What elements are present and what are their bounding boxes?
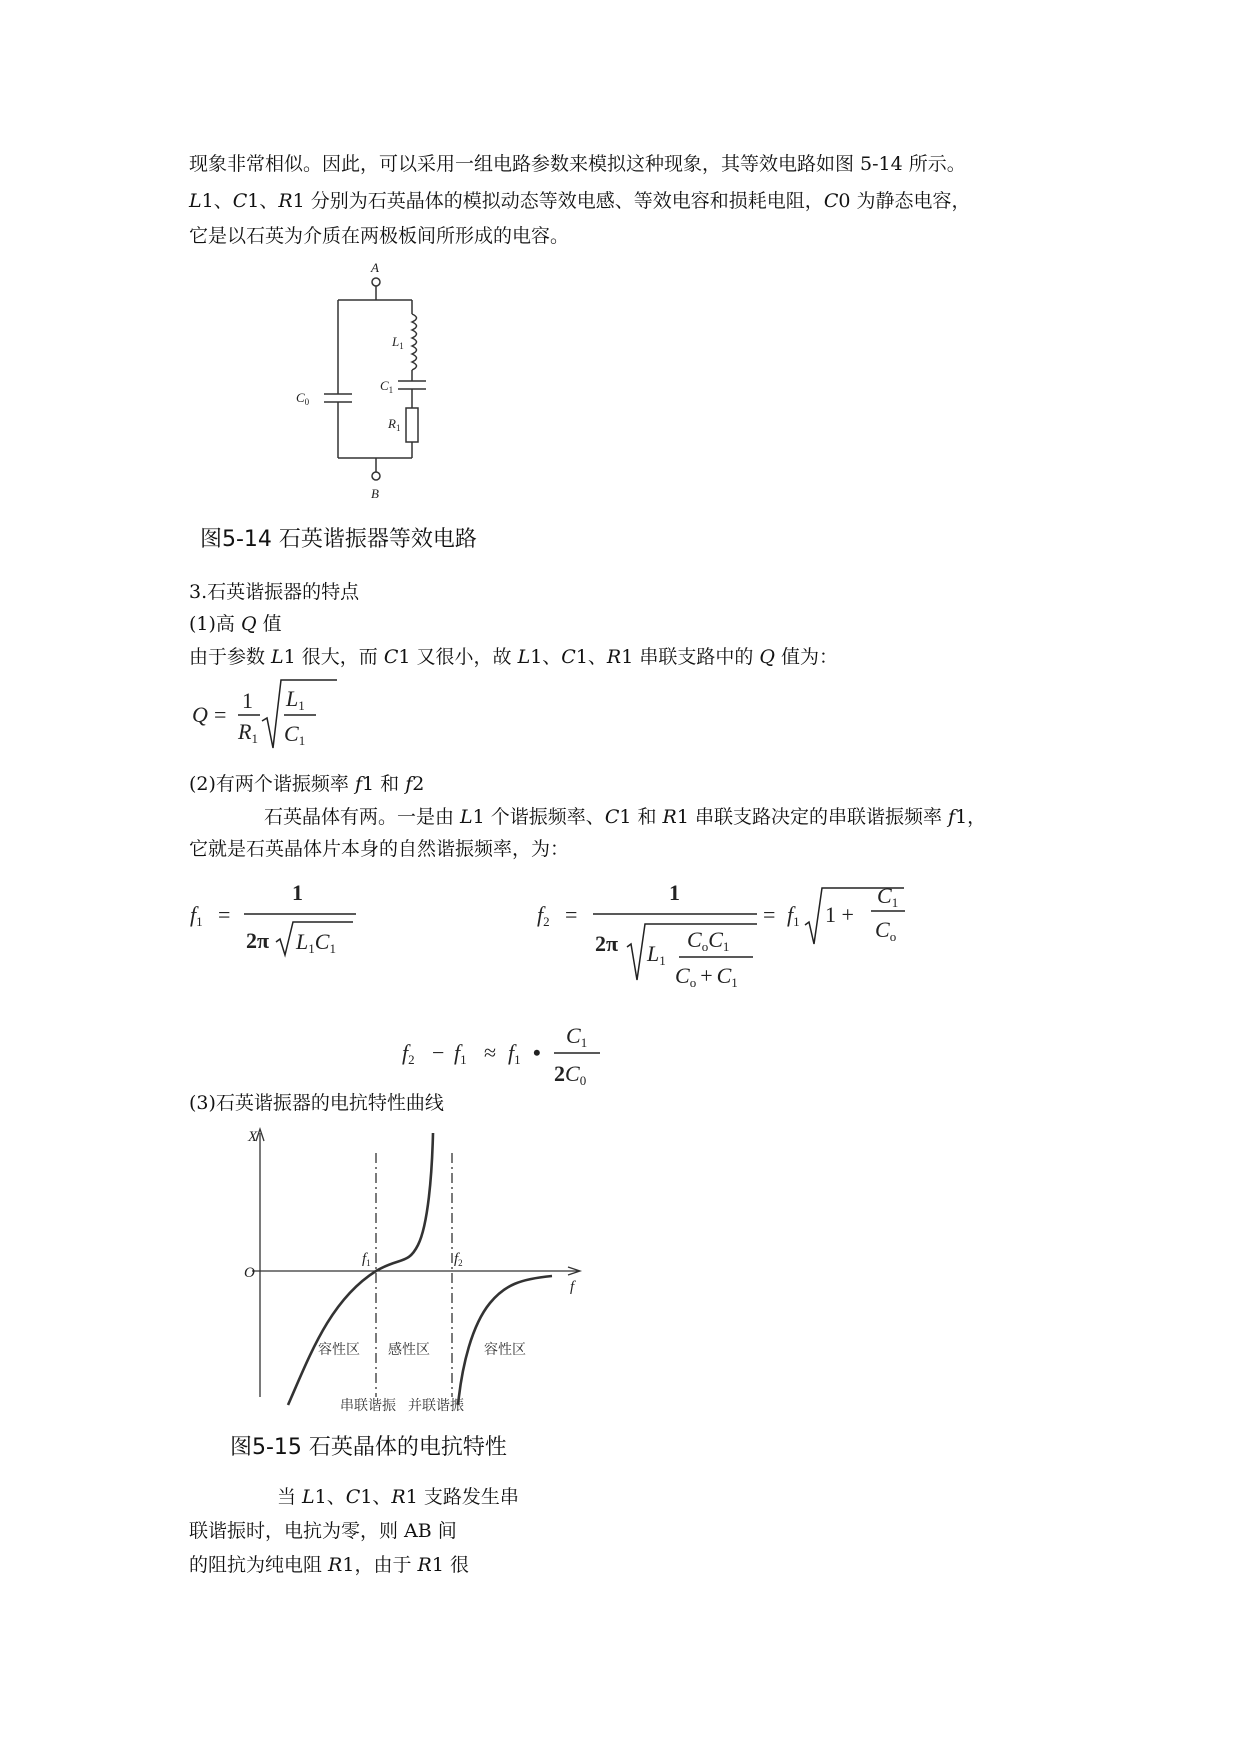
svg-text:=: = (565, 902, 578, 927)
svg-text:2π: 2π (595, 931, 619, 956)
formula-f1 (188, 870, 368, 960)
svg-text:CoC1: CoC1 (687, 927, 730, 954)
svg-text:f1: f1 (190, 902, 203, 929)
svg-text:2C0: 2C0 (554, 1061, 587, 1088)
svg-text:Co: Co (875, 917, 897, 944)
reactance-characteristic-figure (240, 1125, 590, 1415)
svg-text:1: 1 (292, 880, 303, 905)
svg-text:f1: f1 (508, 1040, 521, 1067)
formula-f2-minus-f1 (400, 1015, 620, 1095)
svg-text:C1: C1 (284, 721, 306, 748)
svg-text:1 +: 1 + (825, 902, 854, 927)
paragraph-line-2: L1、C1、R1 分别为石英晶体的模拟动态等效电感、等效电容和损耗电阻，C0 为静态电容， (189, 190, 971, 212)
closing-line-3: 的阻抗为纯电阻 R1，由于 R1 很 (189, 1554, 469, 1576)
paragraph-line-3: 它是以石英为介质在两极板间所形成的电容。 (189, 225, 570, 247)
resistor-box (406, 408, 418, 442)
svg-text:≈: ≈ (484, 1040, 497, 1065)
reactance-curve-series (288, 1133, 433, 1405)
svg-text:1: 1 (669, 880, 680, 905)
capacitive-zone-left: 容性区 (318, 1342, 360, 1358)
inductor-coil (412, 314, 417, 370)
svg-text:f1: f1 (454, 1040, 467, 1067)
svg-text:f1: f1 (787, 902, 800, 929)
item-2-text-line-1: 石英晶体有两。一是由 L1 个谐振频率、C1 和 R1 串联支路决定的串联谐振频率 f1， (264, 806, 987, 828)
y-axis-label: X (248, 1129, 258, 1145)
terminal-b-node (372, 472, 380, 480)
item-3-heading: (3)石英谐振器的电抗特性曲线 (189, 1092, 444, 1114)
origin-label: O (244, 1265, 255, 1281)
f1-label: $f_1$ (362, 1251, 371, 1268)
svg-text:C1: C1 (877, 883, 899, 910)
c0-label: $C_0$ (296, 390, 310, 407)
svg-text:1: 1 (242, 688, 253, 713)
item-1-heading: (1)高 Q 值 (189, 613, 282, 635)
c1-label: $C_1$ (380, 378, 394, 395)
equivalent-circuit-diagram (280, 260, 460, 510)
svg-text:=: = (214, 702, 227, 727)
terminal-a-label: A (371, 260, 379, 275)
x-axis-label: f (570, 1279, 575, 1295)
terminal-b-label: B (371, 486, 379, 501)
figure-5-14-caption: 图5-14 石英谐振器等效电路 (200, 527, 477, 552)
section-3-heading: 3.石英谐振器的特点 (189, 581, 360, 603)
svg-text:C1: C1 (566, 1023, 588, 1050)
reactance-curve-parallel (458, 1276, 552, 1405)
svg-text:L1: L1 (647, 941, 666, 968)
closing-line-2: 联谐振时，电抗为零，则 AB 间 (189, 1520, 457, 1542)
f2-label: $f_2$ (454, 1251, 463, 1268)
paragraph-line-1: 现象非常相似。因此，可以采用一组电路参数来模拟这种现象，其等效电路如图 5-14 所示。 (189, 153, 966, 175)
inductive-zone: 感性区 (388, 1342, 430, 1358)
capacitive-zone-right: 容性区 (484, 1342, 526, 1358)
figure-5-15-caption: 图5-15 石英晶体的电抗特性 (230, 1435, 507, 1460)
l1-label: $L_1$ (392, 334, 404, 351)
terminal-a-node (372, 278, 380, 286)
formula-f2 (535, 865, 915, 995)
svg-text:2π: 2π (246, 928, 270, 953)
svg-text:=: = (218, 902, 231, 927)
svg-text:R1: R1 (238, 719, 258, 746)
series-resonance-label: 串联谐振 (340, 1398, 396, 1414)
r1-label: $R_1$ (388, 416, 401, 433)
svg-text:f2: f2 (537, 902, 550, 929)
svg-text:Co+C1: Co + C1 (675, 963, 738, 990)
svg-text:•: • (533, 1040, 541, 1065)
svg-text:L1: L1 (286, 686, 305, 713)
svg-text:f2: f2 (402, 1040, 415, 1067)
item-2-text-line-2: 它就是石英晶体片本身的自然谐振频率，为： (189, 838, 570, 860)
closing-line-1: 当 L1、C1、R1 支路发生串 (277, 1486, 519, 1508)
svg-text:Q: Q (192, 702, 208, 727)
item-2-heading: (2)有两个谐振频率 f1 和 f2 (189, 773, 425, 795)
parallel-resonance-label: 并联谐振 (408, 1398, 464, 1414)
svg-text:=: = (763, 902, 776, 927)
svg-text:L1C1: L1C1 (296, 929, 336, 956)
item-1-text: 由于参数 L1 很大，而 C1 又很小，故 L1、C1、R1 串联支路中的 Q 值为： (189, 646, 839, 668)
formula-q (190, 675, 330, 755)
svg-text:−: − (432, 1040, 445, 1065)
